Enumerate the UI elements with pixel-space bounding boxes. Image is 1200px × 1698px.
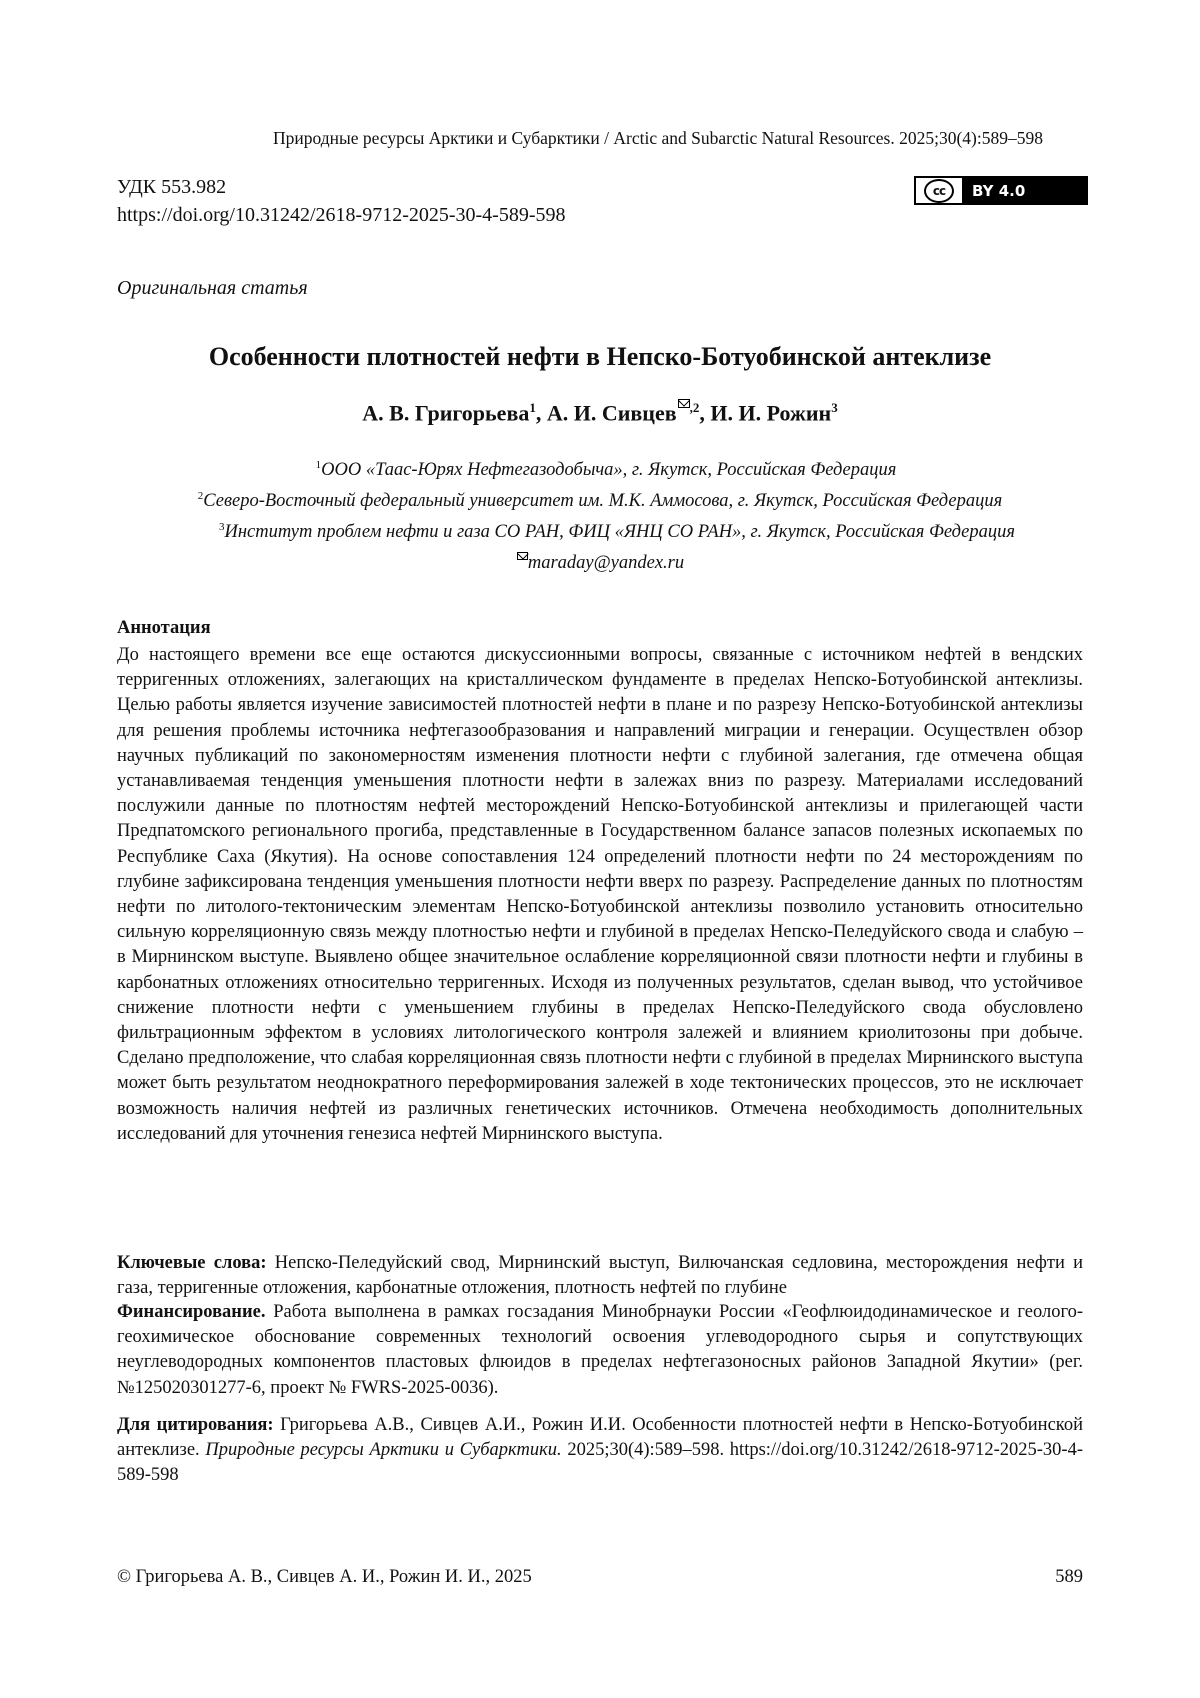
author-name: А. И. Сивцев: [546, 400, 677, 426]
author-affil-sup: 1: [529, 400, 536, 415]
keywords-label: Ключевые слова:: [117, 1253, 267, 1273]
funding-label: Финансирование.: [117, 1302, 266, 1322]
author-affil-sup: ,2: [689, 400, 700, 415]
citation-label: Для цитирования:: [117, 1415, 274, 1435]
cc-license-badge[interactable]: [914, 176, 1088, 205]
doi-link[interactable]: https://doi.org/10.31242/2618-9712-2025-30-4-589-598: [117, 204, 566, 226]
copyright-notice: © Григорьева А. В., Сивцев А. И., Рожин И. И., 2025: [117, 1567, 532, 1587]
abstract-text: До настоящего времени все еще остаются дискуссионными вопросы, связанные с источником нефтей в вендских терригенных отложениях, залегающих на кристаллическом фундаменте в пределах Непско-Ботуобинской антеклизы. Целью работы является изучение зависимостей плотностей нефти в плане и по разрезу Непско-Ботуобинской антеклизы для решения проблемы источника нефтегазообразования и направлений миграции и генерации. Осуществлен обзор научных публикаций по закономерностям изменения плотности нефти с глубиной залегания, где отмечена общая устанавливаемая тенденция уменьшения плотности нефти в залежах вниз по разрезу. Материалами исследований послужили данные по плотностям нефтей месторождений Непско-Ботуобинской антеклизы и прилегающей части Предпатомского регионального прогиба, представленные в Государственном балансе запасов полезных ископаемых по Республике Саха (Якутия). На основе сопоставления 124 определений плотности нефти по 24 месторождениям по глубине зафиксирована тенденция уменьшения плотности нефти вверх по разрезу. Распределение данных по плотностям нефти по литолого-тектоническим элементам Непско-Ботуобинской антеклизы позволило установить относительно сильную корреляционную связь между плотностью нефти и глубиной в пределах Непско-Пеледуйского свода и слабую – в Мирнинском выступе. Выявлено общее значительное ослабление корреляционной связи плотности нефти и глубины в карбонатных отложениях относительно терригенных. Исходя из полученных результатов, сделан вывод, что устойчивое снижение плотности нефти с уменьшением глубины в пределах Непско-Пеледуйского свода обусловлено фильтрационным эффектом в условиях литологического контроля залежей и влиянием криолитозоны при добыче. Сделано предположение, что слабая корреляционная связь плотности нефти с глубиной в пределах Мирнинского выступа может быть результатом неоднократного переформирования залежей в ходе тектонических процессов, это не исключает возможность наличия нефтей из различных генетических источников. Отмечена необходимость дополнительных исследований для уточнения генезиса нефтей Мирнинского выступа.: [117, 645, 1083, 1144]
affiliation-item: $^1$ООО «Таас-Юрях Нефтегазодобыча», г. Якутск, Российская Федерация: [315, 459, 897, 481]
email-address[interactable]: maraday@yandex.ru: [527, 553, 685, 573]
keywords: [117, 1251, 1083, 1301]
license-label: BY 4.0: [972, 181, 1026, 200]
author-name: И. И. Рожин: [710, 400, 832, 426]
identifiers: [117, 173, 566, 229]
article-title: Особенности плотностей нефти в Непско-Ботуобинской антеклизе: [208, 342, 992, 371]
author-name: А. В. Григорьева: [362, 400, 530, 426]
citation-authors-title: Григорьева А.В., Сивцев А.И., Рожин И.И. Особенности плотностей нефти в Непско-Ботуобинской антеклизе.: [117, 1415, 1083, 1461]
citation: [117, 1413, 1083, 1489]
cc-icon: [916, 178, 962, 203]
citation-journal: Природные ресурсы Арктики и Субарктики.: [205, 1440, 562, 1461]
udk-code: УДК 553.982: [117, 176, 227, 198]
author-list: А. В. Григорьева$^1$, А. И. Сивцев $^{,2}$, И. И. Рожин$^3$: [362, 400, 838, 426]
envelope-icon: [517, 552, 528, 560]
corresponding-email: [0, 553, 1200, 574]
affiliation-item: $^2$Северо-Восточный федеральный университет им. М.К. Аммосова, г. Якутск, Российская Федерация: [197, 490, 1003, 512]
affiliations: [0, 452, 1200, 545]
envelope-icon: [678, 399, 690, 408]
cc-logo-icon: cc: [924, 179, 954, 203]
page-number: 589: [1055, 1567, 1083, 1587]
funding: [117, 1300, 1083, 1401]
citation-tail: 2025;30(4):589–598. https://doi.org/10.31242/2618-9712-2025-30-4-589-598: [117, 1440, 1083, 1486]
keywords-text: Непско-Пеледуйский свод, Мирнинский выступ, Вилючанская седловина, месторождения нефти и газа, терригенные отложения, карбонатные отложения, плотность нефтей по глубине: [117, 1253, 1084, 1299]
running-head-text: Природные ресурсы Арктики и Субарктики / Arctic and Subarctic Natural Resources. 2025;30(4):589–598: [272, 128, 1043, 148]
affiliation-item: $^3$Институт проблем нефти и газа СО РАН, ФИЦ «ЯНЦ СО РАН», г. Якутск, Российская Федерация: [219, 521, 1015, 543]
funding-text: Работа выполнена в рамках госзадания Минобрнауки России «Геофлюидодинамическое и геолого-геохимическое обоснование современных технологий освоения углеводородного сырья и сопутствующих неуглеводородных компонентов пластовых флюидов в пределах нефтегазоносных районов Западной Якутии» (рег. №125020301277-6, проект № FWRS-2025-0036).: [117, 1302, 1084, 1398]
article-type: Оригинальная статья: [117, 277, 308, 299]
running-head: [0, 128, 1200, 149]
abstract-heading: Аннотация: [117, 618, 211, 638]
author-affil-sup: 3: [831, 400, 838, 415]
